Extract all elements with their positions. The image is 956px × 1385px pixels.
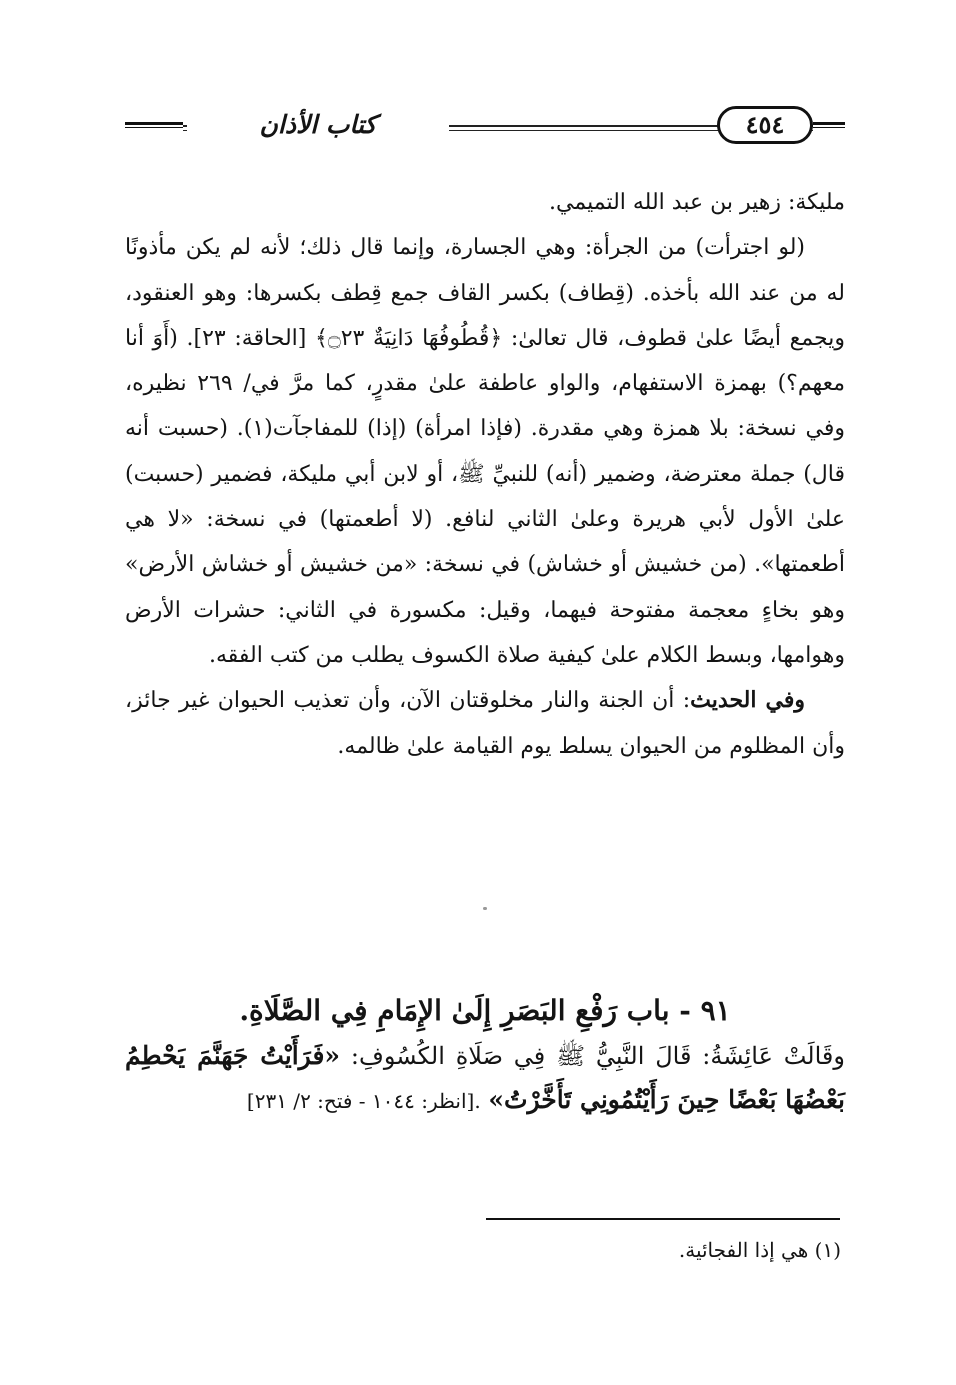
footnote: (١) هي إذا الفجائية. [678,1238,841,1262]
hadith-lessons-label: وفي الحديث [690,687,805,714]
commentary-text [125,180,845,769]
paragraph-intro: مليكة: زهير بن عبد الله التميمي. [549,190,845,215]
header-ornament-right [813,118,845,132]
paragraph-hadith-lessons [125,678,845,769]
chapter-intro: وقَالَتْ عَائِشَةُ: قَالَ النَّبِيُّ ﷺ فِي صَلَاةِ الكُسُوفِ: [350,1042,845,1070]
paragraph-commentary: (لو اجترأت) من الجرأة: وهي الجسارة، وإنما قال ذلك؛ لأنه لم يكن مأذونًا له من عند الله بأخذه. (قِطاف) بكسر القاف جمع قِطف بكسرها: وهو العنقود، ويجمع أيضًا علىٰ قطوف، قال تعالىٰ: ﴿قُطُوفُهَا دَانِيَةٌ ۝٢٣﴾ [الحاقة: ٢٣]. (أَوَ أنا معهم؟) بهمزة الاستفهام، والواو عاطفة علىٰ مقدرٍ، كما مرَّ في/ ٢٦٩ نظيره، وفي نسخة: بلا همزة وهي مقدرة. (فإذا امرأة) (إذا) للمفاجآت(١). (حسبت أنه قال) جملة معترضة، وضمير (أنه) للنبيِّ ﷺ، أو لابن أبي مليكة، فضمير (حسبت) علىٰ الأول لأبي هريرة وعلىٰ الثاني لنافع. (لا أطعمتها) في نسخة: «لا هي أطعمتها». (من خشيش أو خشاش) في نسخة: «من خشيش أو خشاش الأرض» وهو بخاءٍ معجمة مفتوحة فيهما، وقيل: مكسورة في الثاني: حشرات الأرض وهوامها، وبسط الكلام علىٰ كيفية صلاة الكسوف يطلب من كتب الفقه. [125,235,846,668]
page-header [125,95,845,155]
chapter-heading: ٩١ - باب رَفْعِ البَصَرِ إِلَىٰ الإِمَامِ فِي الصَّلَاةِ. [239,994,731,1027]
hadith-reference: .[انظر: ١٠٤٤ - فتح: ٢/ ٢٣١] [246,1089,481,1113]
hadith-quote: «فَرَأَيْتُ جَهَنَّمَ يَحْطِمُ بَعْضُهَا بَعْضًا حِينَ رَأَيْتُمُونِي تَأَخَّرْتُ» [125,1041,845,1114]
footnote-separator [486,1218,840,1220]
chapter-section [125,988,845,1123]
hadith-lessons-text: : أن الجنة والنار مخلوقتان الآن، وأن تعذيب الحيوان غير جائز، وأن المظلوم من الحيوان يسلط يوم القيامة علىٰ ظالمه. [125,688,845,759]
header-ornament-left [125,118,183,132]
scan-speck [483,907,487,910]
book-title: كتاب الأذان [187,105,449,145]
page-number: ٤٥٤ [717,106,813,144]
chapter-body [125,1034,845,1123]
